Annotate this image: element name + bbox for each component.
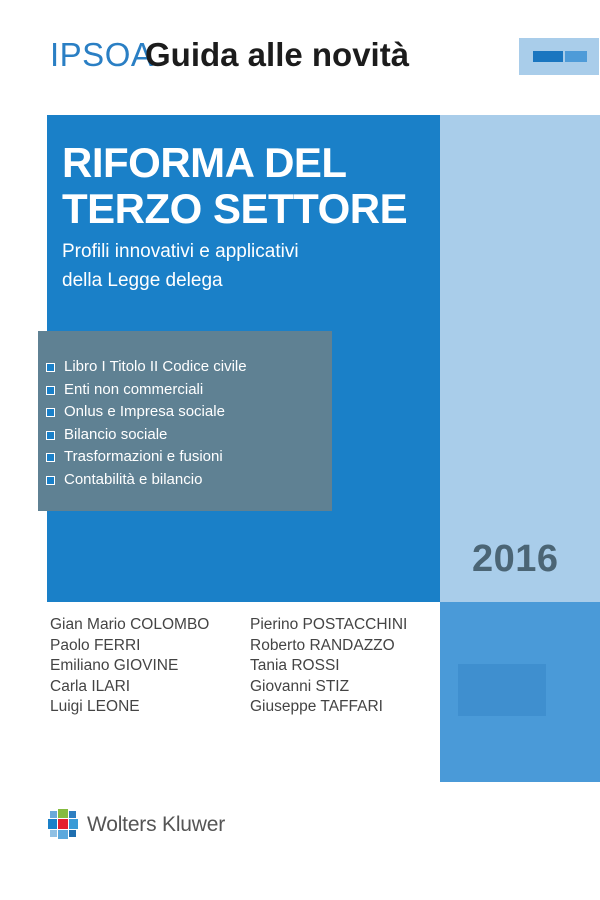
series-title: Guida alle novità: [145, 36, 410, 73]
author-name: Giuseppe TAFFARI: [250, 698, 383, 715]
square-bullet-icon: [46, 363, 55, 372]
topic-label: Trasformazioni e fusioni: [64, 448, 223, 466]
author-name: Emiliano GIOVINE: [50, 657, 179, 674]
topics-list: [46, 356, 247, 492]
authors-column-left: [50, 615, 209, 718]
subtitle-line-2: della Legge delega: [62, 270, 223, 291]
brand-logo-text: IPSOA: [50, 36, 154, 73]
subtitle-line-1: Profili innovativi e applicativi: [62, 241, 299, 262]
author-name: Luigi LEONE: [50, 698, 140, 715]
topic-label: Bilancio sociale: [64, 425, 168, 443]
badge-segment-light: [565, 51, 587, 62]
book-subtitle: [62, 237, 422, 295]
topic-label: Onlus e Impresa sociale: [64, 403, 225, 421]
cover-corner-panel: [440, 602, 600, 782]
square-bullet-icon: [46, 453, 55, 462]
topic-item: [46, 379, 247, 402]
wolters-kluwer-logo-icon: [47, 808, 79, 840]
publisher-name: Wolters Kluwer: [87, 813, 226, 836]
topic-label: Libro I Titolo II Codice civile: [64, 358, 247, 375]
square-bullet-icon: [46, 476, 55, 485]
square-bullet-icon: [46, 386, 55, 395]
square-bullet-icon: [46, 431, 55, 440]
book-title: [62, 140, 432, 232]
cover-side-panel: [440, 115, 600, 602]
topic-label: Contabilità e bilancio: [64, 470, 203, 488]
topic-item: [46, 446, 247, 469]
author-name: Gian Mario COLOMBO: [50, 616, 210, 633]
topic-item: [46, 356, 247, 379]
topic-item: [46, 401, 247, 424]
square-bullet-icon: [46, 408, 55, 417]
edition-year: 2016: [472, 538, 559, 580]
author-name: Tania ROSSI: [250, 657, 340, 674]
topic-item: [46, 469, 247, 492]
series-badge-icon: [519, 38, 599, 75]
topic-label: Enti non commerciali: [64, 380, 204, 398]
author-name: Giovanni STIZ: [250, 677, 350, 695]
topic-item: [46, 424, 247, 447]
author-name: Roberto RANDAZZO: [250, 636, 395, 654]
topics-panel: [38, 331, 332, 511]
authors-column-right: [250, 615, 407, 718]
corner-decoration: [458, 664, 546, 716]
title-line-2: TERZO SETTORE: [62, 185, 408, 232]
author-name: Paolo FERRI: [50, 636, 141, 654]
badge-segment-dark: [533, 51, 563, 62]
author-name: Pierino POSTACCHINI: [250, 616, 408, 633]
title-line-1: RIFORMA DEL: [62, 139, 347, 186]
author-name: Carla ILARI: [50, 677, 131, 695]
